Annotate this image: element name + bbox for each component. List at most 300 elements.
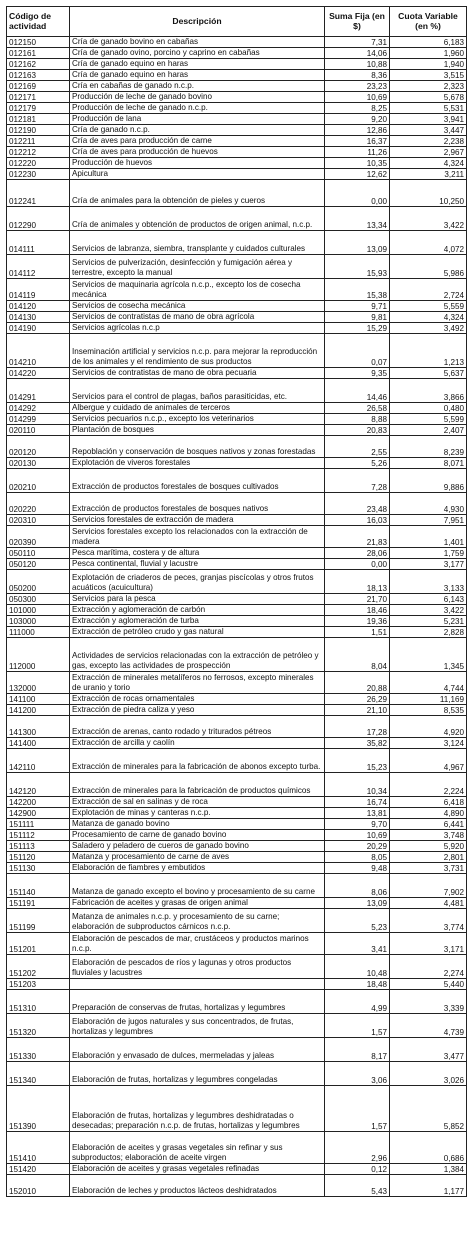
description-cell: Servicios forestales de extracción de madera [70,515,325,526]
activity-code-cell: 014299 [7,414,70,425]
table-row [7,863,467,874]
description-cell: Cría en cabañas de ganado n.c.p. [70,81,325,92]
variable-rate-cell: 8,239 [390,436,467,458]
header-row [7,7,467,37]
table-row [7,48,467,59]
table-row [7,515,467,526]
fixed-amount-cell: 5,43 [325,1175,390,1197]
activity-code-cell: 050110 [7,548,70,559]
description-cell: Extracción y aglomeración de turba [70,616,325,627]
description-cell: Extracción de minerales para la fabricación de abonos excepto turba. [70,749,325,773]
variable-rate-cell: 6,418 [390,797,467,808]
table-row [7,638,467,672]
variable-rate-cell: 4,072 [390,231,467,255]
activity-code-cell: 141400 [7,738,70,749]
table-row [7,1038,467,1062]
fixed-amount-cell: 9,70 [325,819,390,830]
variable-rate-cell: 2,407 [390,425,467,436]
activity-code-cell: 012211 [7,136,70,147]
table-row [7,379,467,403]
description-cell: Elaboración de fiambres y embutidos [70,863,325,874]
fixed-amount-cell: 19,36 [325,616,390,627]
description-cell: Cría de aves para producción de carne [70,136,325,147]
fixed-amount-cell: 3,41 [325,933,390,955]
activity-code-cell: 132000 [7,672,70,694]
activity-code-cell: 142120 [7,773,70,797]
fixed-amount-cell: 13,09 [325,231,390,255]
activity-code-cell: 151130 [7,863,70,874]
description-cell: Actividades de servicios relacionadas con la extracción de petróleo y gas, excepto las actividades de prospección [70,638,325,672]
fixed-amount-cell: 21,70 [325,594,390,605]
description-cell: Explotación de minas y canteras n.c.p. [70,808,325,819]
table-row [7,1132,467,1164]
fixed-amount-cell: 15,38 [325,279,390,301]
variable-rate-cell: 3,026 [390,1062,467,1086]
fixed-amount-cell: 4,99 [325,990,390,1014]
activity-code-cell: 012163 [7,70,70,81]
description-cell: Cría de ganado equino en haras [70,59,325,70]
description-cell: Cría de aves para producción de huevos [70,147,325,158]
variable-rate-cell: 1,384 [390,1164,467,1175]
activity-code-cell: 012190 [7,125,70,136]
activity-rates-table [6,6,467,1197]
variable-rate-cell: 1,213 [390,334,467,368]
table-row [7,414,467,425]
fixed-amount-cell: 10,69 [325,92,390,103]
fixed-amount-cell: 1,57 [325,1086,390,1132]
activity-code-cell: 151330 [7,1038,70,1062]
table-row [7,852,467,863]
description-cell: Plantación de bosques [70,425,325,436]
table-row [7,158,467,169]
table-row [7,559,467,570]
table-row [7,70,467,81]
fixed-amount-cell: 8,05 [325,852,390,863]
variable-rate-cell: 7,951 [390,515,467,526]
fixed-amount-cell: 15,29 [325,323,390,334]
table-row [7,1062,467,1086]
variable-rate-cell: 4,890 [390,808,467,819]
table-header [7,7,467,37]
activity-code-cell: 151420 [7,1164,70,1175]
fixed-amount-cell: 15,93 [325,255,390,279]
fixed-amount-cell: 0,00 [325,180,390,207]
variable-rate-cell: 3,748 [390,830,467,841]
activity-code-cell: 103000 [7,616,70,627]
description-cell: Cría de animales para la obtención de pieles y cueros [70,180,325,207]
activity-code-cell: 012220 [7,158,70,169]
fixed-amount-cell: 9,20 [325,114,390,125]
fixed-amount-cell: 23,48 [325,493,390,515]
fixed-amount-cell: 0,00 [325,559,390,570]
fixed-amount-cell: 16,74 [325,797,390,808]
fixed-amount-cell: 10,48 [325,955,390,979]
table-row [7,605,467,616]
table-row [7,92,467,103]
fixed-amount-cell: 10,34 [325,773,390,797]
table-row [7,841,467,852]
activity-code-cell: 020220 [7,493,70,515]
description-cell: Producción de leche de ganado bovino [70,92,325,103]
table-row [7,458,467,469]
variable-rate-cell: 3,124 [390,738,467,749]
activity-code-cell: 142900 [7,808,70,819]
fixed-amount-cell: 15,23 [325,749,390,773]
activity-code-cell: 014119 [7,279,70,301]
activity-code-cell: 151120 [7,852,70,863]
activity-code-cell: 012150 [7,37,70,48]
activity-code-cell: 050300 [7,594,70,605]
variable-rate-cell: 2,224 [390,773,467,797]
variable-rate-cell: 4,920 [390,716,467,738]
activity-code-cell: 020110 [7,425,70,436]
activity-code-cell: 012161 [7,48,70,59]
variable-rate-cell: 3,133 [390,570,467,594]
variable-rate-cell: 10,250 [390,180,467,207]
fixed-amount-cell: 1,51 [325,627,390,638]
description-cell: Apicultura [70,169,325,180]
description-cell: Producción de huevos [70,158,325,169]
variable-rate-cell: 3,515 [390,70,467,81]
description-cell: Matanza de ganado bovino [70,819,325,830]
description-cell [70,979,325,990]
activity-code-cell: 020390 [7,526,70,548]
header-fixed-amount: Suma Fija (en $) [325,7,390,37]
fixed-amount-cell: 28,06 [325,548,390,559]
variable-rate-cell: 1,401 [390,526,467,548]
table-row [7,136,467,147]
variable-rate-cell: 1,759 [390,548,467,559]
activity-code-cell: 152010 [7,1175,70,1197]
variable-rate-cell: 3,211 [390,169,467,180]
activity-code-cell: 141100 [7,694,70,705]
fixed-amount-cell: 17,28 [325,716,390,738]
table-row [7,955,467,979]
variable-rate-cell: 2,724 [390,279,467,301]
fixed-amount-cell: 26,58 [325,403,390,414]
variable-rate-cell: 5,637 [390,368,467,379]
table-row [7,594,467,605]
variable-rate-cell: 5,852 [390,1086,467,1132]
description-cell: Extracción de arenas, canto rodado y triturados pétreos [70,716,325,738]
variable-rate-cell: 1,960 [390,48,467,59]
description-cell: Servicios para el control de plagas, baños parasiticidas, etc. [70,379,325,403]
variable-rate-cell: 5,599 [390,414,467,425]
description-cell: Explotación de viveros forestales [70,458,325,469]
table-row [7,616,467,627]
table-row [7,909,467,933]
fixed-amount-cell: 26,29 [325,694,390,705]
activity-code-cell: 142110 [7,749,70,773]
variable-rate-cell: 2,274 [390,955,467,979]
variable-rate-cell: 2,323 [390,81,467,92]
description-cell: Producción de leche de ganado n.c.p. [70,103,325,114]
activity-code-cell: 012179 [7,103,70,114]
activity-code-cell: 151111 [7,819,70,830]
activity-code-cell: 141300 [7,716,70,738]
description-cell: Extracción de arcilla y caolín [70,738,325,749]
description-cell: Cría de animales y obtención de productos de origen animal, n.c.p. [70,207,325,231]
fixed-amount-cell: 10,35 [325,158,390,169]
table-row [7,469,467,493]
fixed-amount-cell: 14,06 [325,48,390,59]
activity-code-cell: 151340 [7,1062,70,1086]
activity-code-cell: 020210 [7,469,70,493]
table-row [7,125,467,136]
table-row [7,1175,467,1197]
table-row [7,979,467,990]
fixed-amount-cell: 20,29 [325,841,390,852]
description-cell: Matanza y procesamiento de carne de aves [70,852,325,863]
variable-rate-cell: 1,940 [390,59,467,70]
table-row [7,425,467,436]
table-row [7,493,467,515]
activity-code-cell: 151202 [7,955,70,979]
description-cell: Extracción de minerales para la fabricación de productos químicos [70,773,325,797]
variable-rate-cell: 0,480 [390,403,467,414]
fixed-amount-cell: 35,82 [325,738,390,749]
description-cell: Elaboración de aceites y grasas vegetales sin refinar y sus subproductos; elaboración de aceite virgen [70,1132,325,1164]
fixed-amount-cell: 5,23 [325,909,390,933]
variable-rate-cell: 7,902 [390,874,467,898]
description-cell: Extracción de productos forestales de bosques cultivados [70,469,325,493]
table-row [7,301,467,312]
fixed-amount-cell: 18,13 [325,570,390,594]
fixed-amount-cell: 7,31 [325,37,390,48]
table-row [7,403,467,414]
activity-code-cell: 050200 [7,570,70,594]
variable-rate-cell: 3,422 [390,207,467,231]
activity-code-cell: 141200 [7,705,70,716]
table-row [7,1164,467,1175]
fixed-amount-cell: 11,26 [325,147,390,158]
activity-code-cell: 012181 [7,114,70,125]
table-row [7,169,467,180]
variable-rate-cell: 1,177 [390,1175,467,1197]
table-row [7,103,467,114]
fixed-amount-cell: 16,03 [325,515,390,526]
variable-rate-cell: 4,324 [390,312,467,323]
fixed-amount-cell: 20,83 [325,425,390,436]
variable-rate-cell: 4,930 [390,493,467,515]
table-row [7,37,467,48]
activity-code-cell: 014120 [7,301,70,312]
activity-code-cell: 012290 [7,207,70,231]
activity-code-cell: 014111 [7,231,70,255]
fixed-amount-cell: 9,71 [325,301,390,312]
variable-rate-cell: 3,339 [390,990,467,1014]
activity-code-cell: 012162 [7,59,70,70]
fixed-amount-cell: 18,46 [325,605,390,616]
table-row [7,59,467,70]
table-row [7,738,467,749]
table-row [7,672,467,694]
table-row [7,231,467,255]
variable-rate-cell: 3,177 [390,559,467,570]
description-cell: Pesca continental, fluvial y lacustre [70,559,325,570]
variable-rate-cell: 3,492 [390,323,467,334]
description-cell: Servicios de cosecha mecánica [70,301,325,312]
variable-rate-cell: 5,920 [390,841,467,852]
activity-code-cell: 012230 [7,169,70,180]
variable-rate-cell: 11,169 [390,694,467,705]
fixed-amount-cell: 21,83 [325,526,390,548]
fixed-amount-cell: 1,57 [325,1014,390,1038]
table-row [7,933,467,955]
fixed-amount-cell: 13,34 [325,207,390,231]
tariff-table-page [6,6,466,1197]
fixed-amount-cell: 0,07 [325,334,390,368]
table-row [7,548,467,559]
activity-code-cell: 142200 [7,797,70,808]
description-cell: Elaboración de frutas, hortalizas y legumbres deshidratadas o desecadas; preparación n.c.p. de frutas, hortalizas y legumbres [70,1086,325,1132]
description-cell: Explotación de criaderos de peces, granjas piscícolas y otros frutos acuáticos (acuicultura) [70,570,325,594]
table-row [7,898,467,909]
table-row [7,180,467,207]
activity-code-cell: 112000 [7,638,70,672]
activity-code-cell: 014292 [7,403,70,414]
description-cell: Matanza de ganado excepto el bovino y procesamiento de su carne [70,874,325,898]
description-cell: Extracción de petróleo crudo y gas natural [70,627,325,638]
variable-rate-cell: 3,731 [390,863,467,874]
variable-rate-cell: 5,440 [390,979,467,990]
description-cell: Extracción de sal en salinas y de roca [70,797,325,808]
activity-code-cell: 151410 [7,1132,70,1164]
fixed-amount-cell: 8,04 [325,638,390,672]
table-row [7,1086,467,1132]
fixed-amount-cell: 8,25 [325,103,390,114]
description-cell: Inseminación artificial y servicios n.c.p. para mejorar la reproducción de los animales y el rendimiento de sus productos [70,334,325,368]
variable-rate-cell: 3,422 [390,605,467,616]
variable-rate-cell: 2,238 [390,136,467,147]
description-cell: Elaboración y envasado de dulces, mermeladas y jaleas [70,1038,325,1062]
variable-rate-cell: 3,477 [390,1038,467,1062]
fixed-amount-cell: 21,10 [325,705,390,716]
fixed-amount-cell: 16,37 [325,136,390,147]
activity-code-cell: 012171 [7,92,70,103]
fixed-amount-cell: 10,69 [325,830,390,841]
fixed-amount-cell: 2,55 [325,436,390,458]
table-row [7,436,467,458]
fixed-amount-cell: 18,48 [325,979,390,990]
activity-code-cell: 101000 [7,605,70,616]
activity-code-cell: 014190 [7,323,70,334]
table-row [7,1014,467,1038]
fixed-amount-cell: 13,09 [325,898,390,909]
activity-code-cell: 151113 [7,841,70,852]
table-row [7,773,467,797]
table-row [7,114,467,125]
variable-rate-cell: 4,739 [390,1014,467,1038]
variable-rate-cell: 5,678 [390,92,467,103]
fixed-amount-cell: 10,88 [325,59,390,70]
variable-rate-cell: 8,535 [390,705,467,716]
fixed-amount-cell: 14,46 [325,379,390,403]
table-row [7,279,467,301]
fixed-amount-cell: 12,86 [325,125,390,136]
header-variable-rate: Cuota Variable (en %) [390,7,467,37]
activity-code-cell: 020130 [7,458,70,469]
variable-rate-cell: 9,886 [390,469,467,493]
table-row [7,819,467,830]
table-row [7,255,467,279]
table-row [7,334,467,368]
header-description: Descripción [70,7,325,37]
description-cell: Servicios de contratistas de mano de obra pecuaria [70,368,325,379]
description-cell: Elaboración de pescados de ríos y lagunas y otros productos fluviales y lacustres [70,955,325,979]
fixed-amount-cell: 9,81 [325,312,390,323]
variable-rate-cell: 0,686 [390,1132,467,1164]
activity-code-cell: 014112 [7,255,70,279]
description-cell: Servicios de contratistas de mano de obra agrícola [70,312,325,323]
fixed-amount-cell: 12,62 [325,169,390,180]
description-cell: Extracción y aglomeración de carbón [70,605,325,616]
activity-code-cell: 012241 [7,180,70,207]
variable-rate-cell: 4,324 [390,158,467,169]
fixed-amount-cell: 2,96 [325,1132,390,1164]
activity-code-cell: 012169 [7,81,70,92]
fixed-amount-cell: 0,12 [325,1164,390,1175]
table-row [7,705,467,716]
fixed-amount-cell: 3,06 [325,1062,390,1086]
variable-rate-cell: 6,441 [390,819,467,830]
fixed-amount-cell: 23,23 [325,81,390,92]
table-row [7,749,467,773]
activity-code-cell: 151112 [7,830,70,841]
description-cell: Servicios de pulverización, desinfección y fumigación aérea y terrestre, excepto la manual [70,255,325,279]
variable-rate-cell: 3,866 [390,379,467,403]
fixed-amount-cell: 7,28 [325,469,390,493]
activity-code-cell: 012212 [7,147,70,158]
description-cell: Servicios forestales excepto los relacionados con la extracción de madera [70,526,325,548]
description-cell: Matanza de animales n.c.p. y procesamiento de su carne; elaboración de subproductos cárnicos n.c.p. [70,909,325,933]
activity-code-cell: 151203 [7,979,70,990]
fixed-amount-cell: 9,35 [325,368,390,379]
activity-code-cell: 151310 [7,990,70,1014]
activity-code-cell: 050120 [7,559,70,570]
description-cell: Elaboración de leches y productos lácteos deshidratados [70,1175,325,1197]
table-body [7,37,467,1197]
fixed-amount-cell: 20,88 [325,672,390,694]
description-cell: Elaboración de aceites y grasas vegetales refinadas [70,1164,325,1175]
header-activity-code: Código de actividad [7,7,70,37]
variable-rate-cell: 2,967 [390,147,467,158]
table-row [7,694,467,705]
table-row [7,990,467,1014]
table-row [7,808,467,819]
table-row [7,874,467,898]
activity-code-cell: 020310 [7,515,70,526]
variable-rate-cell: 3,171 [390,933,467,955]
variable-rate-cell: 4,744 [390,672,467,694]
activity-code-cell: 020120 [7,436,70,458]
table-row [7,797,467,808]
variable-rate-cell: 1,345 [390,638,467,672]
description-cell: Servicios agrícolas n.c.p [70,323,325,334]
description-cell: Repoblación y conservación de bosques nativos y zonas forestadas [70,436,325,458]
description-cell: Producción de lana [70,114,325,125]
description-cell: Extracción de productos forestales de bosques nativos [70,493,325,515]
activity-code-cell: 014220 [7,368,70,379]
fixed-amount-cell: 8,17 [325,1038,390,1062]
description-cell: Cría de ganado equino en haras [70,70,325,81]
variable-rate-cell: 5,559 [390,301,467,312]
description-cell: Servicios pecuarios n.c.p., excepto los veterinarios [70,414,325,425]
description-cell: Servicios de labranza, siembra, transplante y cuidados culturales [70,231,325,255]
description-cell: Extracción de rocas ornamentales [70,694,325,705]
description-cell: Pesca marítima, costera y de altura [70,548,325,559]
table-row [7,570,467,594]
